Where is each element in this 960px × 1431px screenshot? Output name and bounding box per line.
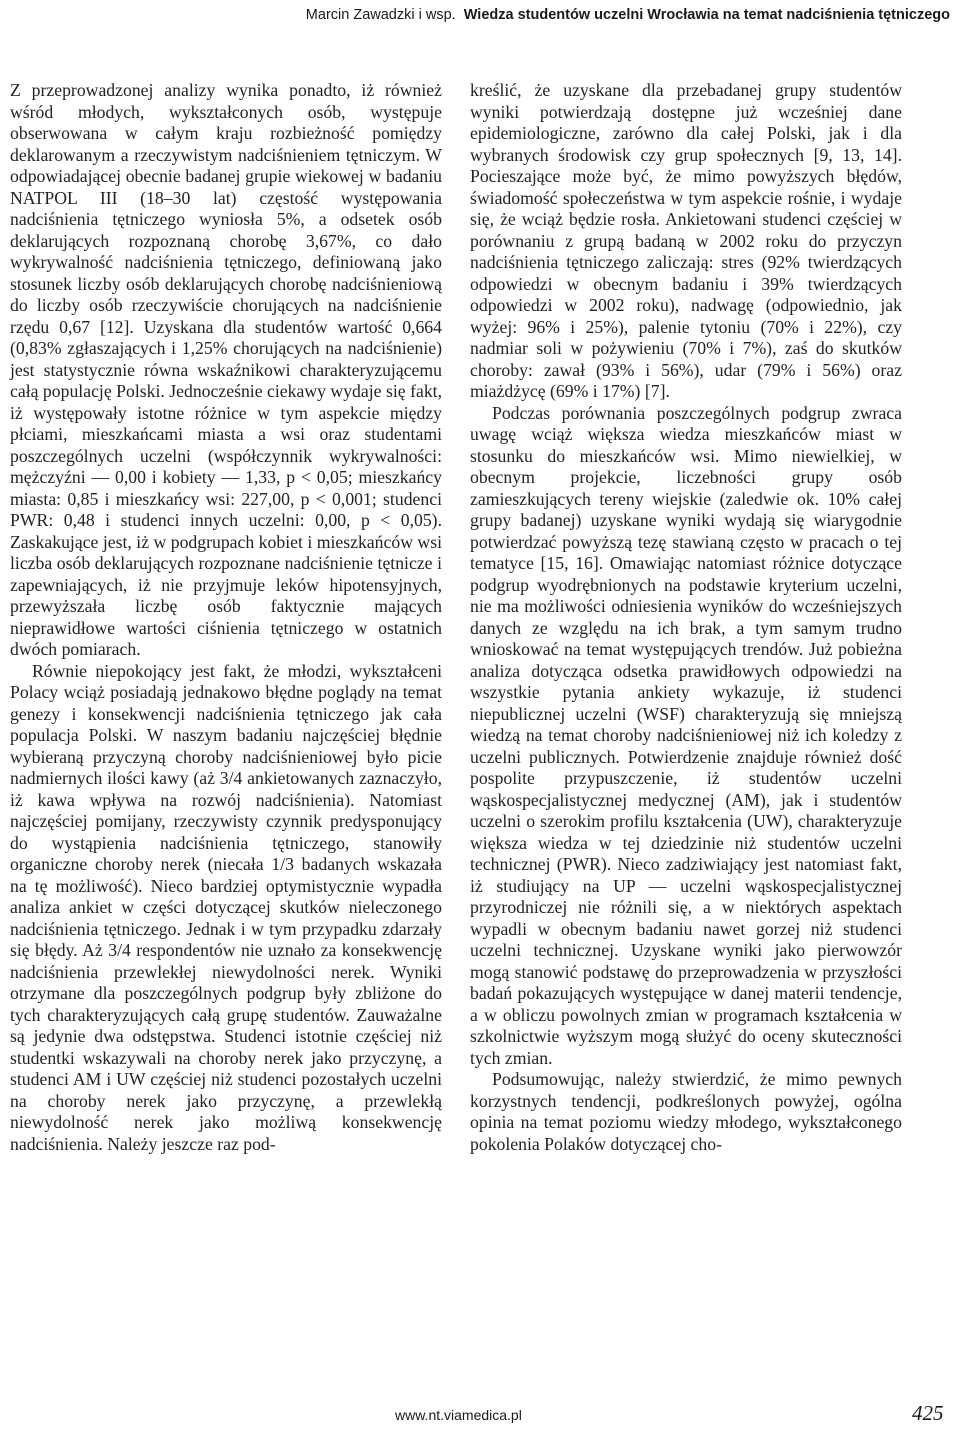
paragraph: Równie niepokojący jest fakt, że młodzi, wykształceni Polacy wciąż posiadają jednakowo błędne poglądy na temat genezy i konsekwencji nadciśnienia tętniczego jak cała populacja Polski. W naszym badaniu najczęściej błędnie wybieraną przyczyną choroby nadciśnieniowej było picie nadmiernych ilości kawy (aż 3/4 ankietowanych zaznaczyło, iż kawa wpływa na rozwój nadciśnienia). Natomiast najczęściej pomijany, rzeczywisty czynnik predysponujący do wystąpienia nadciśnienia tętniczego, stanowiły organiczne choroby nerek (niecała 1/3 badanych wskazała na tę możliwość). Nieco bardziej optymistycznie wypadła analiza ankiet w części dotyczącej skutków nieleczonego nadciśnienia tętniczego. Jednak i w tym przypadku zdarzały się błędy. Aż 3/4 respondentów nie uznało za konsekwencję nadciśnienia przewlekłej niewydolności nerek. Wyniki otrzymane dla poszczególnych podgrup były zbliżone do tych charakteryzujących całą grupę studentów. Zauważalne są jedynie dwa odstępstwa. Studenci istotnie częściej niż studentki wskazywali na choroby nerek jako przyczynę, a studenci AM i UW częściej niż studenci pozostałych uczelni na choroby nerek jako przyczynę, a przewlekłą niewydolność nerek jako możliwą konsekwencję nadciśnienia. Należy jeszcze raz pod-	[10, 660, 442, 1154]
left-column	[10, 80, 442, 1155]
page-number: 425	[912, 1401, 944, 1425]
running-head-title: Wiedza studentów uczelni Wrocławia na temat nadciśnienia tętniczego	[463, 7, 950, 23]
footer-url-link[interactable]: www.nt.viamedica.pl	[395, 1407, 522, 1423]
running-head-authors: Marcin Zawadzki i wsp.	[305, 7, 456, 23]
paragraph: Podsumowując, należy stwierdzić, że mimo pewnych korzystnych tendencji, podkreślonych powyżej, ogólna opinia na temat poziomu wiedzy młodego, wykształconego pokolenia Polaków dotyczącej cho-	[470, 1069, 902, 1154]
paragraph: kreślić, że uzyskane dla przebadanej grupy studentów wyniki potwierdzają dostępne już wcześniej dane epidemiologiczne, zarówno dla całej Polski, jak i dla wybranych środowisk czy grup społecznych [9, 13, 14]. Pocieszające może być, że mimo powyższych błędów, świadomość społeczeństwa w tym aspekcie rośnie, i wydaje się, że wciąż będzie rosła. Ankietowani studenci częściej w porównaniu z grupą badaną w 2002 roku do przyczyn nadciśnienia tętniczego zaliczają: stres (92% twierdzących odpowiedzi w obecnym badaniu i 39% twierdzących odpowiedzi w 2002 roku), nadwagę (odpowiednio, jak wyżej: 96% i 25%), palenie tytoniu (70% i 22%), czy nadmiar soli w pożywieniu (70% i 7%), zaś do skutków choroby: zawał (93% i 56%), udar (79% i 56%) oraz miażdżycę (69% i 17%) [7].	[470, 80, 902, 401]
paragraph: Podczas porównania poszczególnych podgrup zwraca uwagę wciąż większa wiedza mieszkańców miast w stosunku do mieszkańców wsi. Mimo niewielkiej, w obecnym projekcie, liczebności grupy osób zamieszkujących tereny wiejskie (zaledwie ok. 10% całej grupy badanej) uzyskane wyniki wydają się wiarygodnie potwierdzać powyższą tezę stawianą często w pracach o tej tematyce [15, 16]. Omawiając natomiast różnice dotyczące podgrup wyodrębnionych na podstawie kryterium uczelni, nie ma możliwości odniesienia wyników do wcześniejszych danych ze względu na ich brak, a tym samym trudno wnioskować na temat występujących trendów. Już pobieżna analiza dotycząca odsetka prawidłowych odpowiedzi na wszystkie pytania ankiety wykazuje, iż studenci niepublicznej uczelni (WSF) charakteryzują się mniejszą wiedzą na temat choroby nadciśnieniowej niż ich koledzy z uczelni publicznych. Potwierdzenie znajduje również dość pospolite przypuszczenie, iż studentów uczelni wąskospecjalistycznej medycznej (AM), jak i studentów uczelni o szerokim profilu kształcenia (UW), charakteryzuje większa wiedza w tej dziedzinie niż studentów uczelni technicznej (PWR). Nieco zadziwiający jest natomiast fakt, iż studiujący na UP — uczelni wąskospecjalistycznej przyrodniczej nie różnili się, a w niektórych aspektach wypadli w obecnym badaniu nawet gorzej niż studenci uczelni technicznej. Uzyskane wyniki jako pierwowzór mogą stanowić podstawę do przeprowadzenia w przyszłości badań pokazujących występujące w danej materii tendencje, a w obliczu powolnych zmian w programach kształcenia w szkolnictwie wyższym mogą służyć do oceny skuteczności tych zmian.	[470, 402, 902, 1068]
paragraph: Z przeprowadzonej analizy wynika ponadto, iż również wśród młodych, wykształconych osób, występuje obserwowana w całym kraju rozbieżność pomiędzy deklarowanym a rzeczywistym nadciśnieniem tętniczym. W odpowiadającej obecnie badanej grupie wiekowej w badaniu NATPOL III (18–30 lat) częstość występowania nadciśnienia tętniczego wyniosła 5%, a odsetek osób deklarujących rozpoznaną chorobę 3,67%, co dało wykrywalność nadciśnienia tętniczego, definiowaną jako stosunek liczby osób deklarujących chorobę nadciśnieniową do liczby osób rzeczywiście chorujących na nadciśnienie rzędu 0,67 [12]. Uzyskana dla studentów wartość 0,664 (0,83% zgłaszających i 1,25% chorujących na nadciśnienie) jest statystycznie równa wskaźnikowi charakteryzującemu całą populację Polski. Jednocześnie ciekawy wydaje się fakt, iż występowały istotne różnice w tym aspekcie między płciami, mieszkańcami miasta a wsi oraz studentami poszczególnych uczelni (współczynnik wykrywalności: mężczyźni — 0,00 i kobiety — 1,33, p < 0,05; mieszkańcy miasta: 0,85 i mieszkańcy wsi: 227,00, p < 0,001; studenci PWR: 0,48 i studenci innych uczelni: 0,00, p < 0,05). Zaskakujące jest, iż w podgrupach kobiet i mieszkańców wsi liczba osób deklarujących rozpoznane nadciśnienie tętnicze i zapewniających, iż nie przyjmuje leków hipotensyjnych, przewyższała liczbę osób faktycznie mających nieprawidłowe wartości ciśnienia tętniczego w ostatnich dwóch pomiarach.	[10, 80, 442, 659]
running-head	[0, 0, 960, 30]
right-column	[470, 80, 902, 1155]
